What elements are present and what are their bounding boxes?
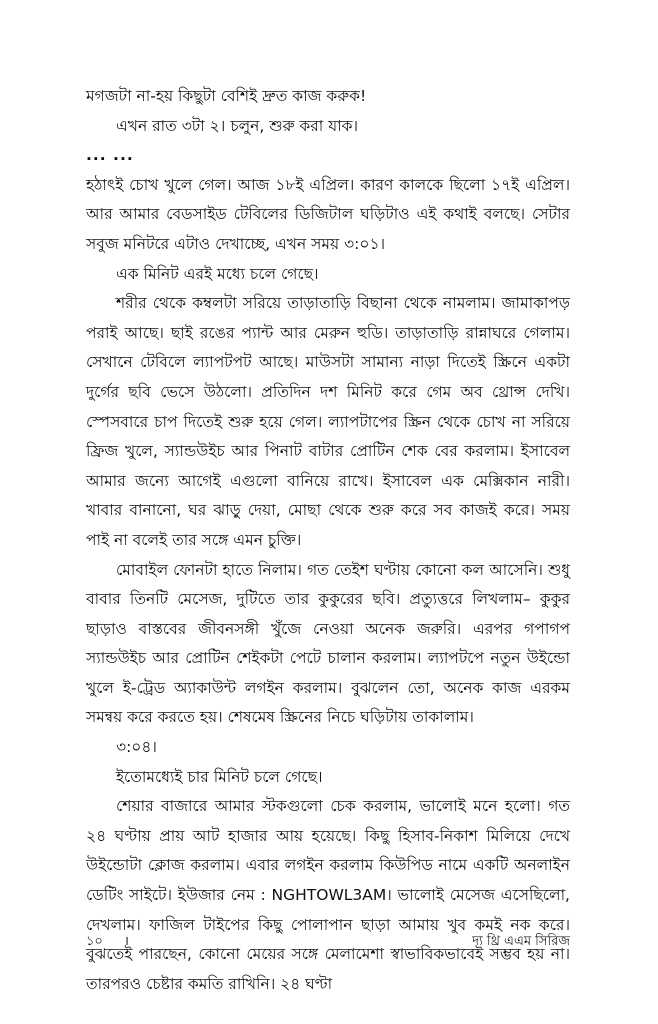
paragraph: শরীর থেকে কম্বলটা সরিয়ে তাড়াতাড়ি বিছানা থেকে নামলাম। জামাকাপড় পরাই আছে। ছাই রঙের প্যান্ট আর মেরুন হুডি। তাড়াতাড়ি রান্নাঘরে গেলাম। সেখানে টেবিলে ল্যাপটপট আছে। মাউসটা সামান্য নাড়া দিতেই স্ক্রিনে একটা দুর্গের ছবি ভেসে উঠলো। প্রতিদিন দশ মিনিট করে গেম অব থ্রোন্স দেখি। স্পেসবারে চাপ দিতেই শুরু হয়ে গেল। ল্যাপটাপের স্ক্রিন থেকে চোখ না সরিয়ে ফ্রিজ খুলে, স্যান্ডউইচ আর পিনাট বাটার প্রোটিন শেক বের করলাম। ইসাবেল আমার জন্যে আগেই এগুলো বানিয়ে রাখে। ইসাবেল এক মেক্সিকান নারী। খাবার বানানো, ঘর ঝাড়ু দেয়া, মোছা থেকে শুরু করে সব কাজই করে। সময় পাই না বলেই তার সঙ্গে এমন চুক্তি।: [86, 294, 570, 549]
paragraph: ইতোমধ্যেই চার মিনিট চলে গেছে।: [116, 767, 323, 786]
page-footer: [86, 930, 570, 954]
paragraph: এখন রাত ৩টা ২। চলুন, শুরু করা যাক।: [116, 116, 359, 135]
section-separator: ... ...: [86, 146, 134, 165]
body-text: [86, 82, 570, 999]
paragraph: এক মিনিট এরই মধ্যে চলে গেছে।: [116, 264, 319, 283]
paragraph: মগজটা না-হয় কিছুটা বেশিই দ্রুত কাজ করুক!: [86, 87, 367, 105]
paragraph: ৩:০৪।: [116, 738, 157, 757]
paragraph: মোবাইল ফোনটা হাতে নিলাম। গত তেইশ ঘণ্টায় কোনো কল আসেনি। শুধু বাবার তিনটি মেসেজ, দুটিতে তার কুকুরের ছবি। প্রত্যুত্তরে লিখলাম– কুকুর ছাড়াও বাস্তবের জীবনসঙ্গী খুঁজে নেওয়া অনেক জরুরি। এরপর গপাগপ স্যান্ডউইচ আর প্রোটিন শেইকটা পেটে চালান করলাম। ল্যাপটপে নতুন উইন্ডো খুলে ই-ট্রেড অ্যাকাউন্ট লগইন করলাম। বুঝলেন তো, অনেক কাজ এরকম সমন্বয় করে করতে হয়। শেষমেষ স্ক্রিনের নিচে ঘড়িটায় তাকালাম।: [86, 560, 570, 727]
paragraph: হঠাৎই চোখ খুলে গেল। আজ ১৮ই এপ্রিল। কারণ কালকে ছিলো ১৭ই এপ্রিল। আর আমার বেডসাইড টেবিলের ডিজিটাল ঘড়িটাও এই কথাই বলছে। সেটার সবুজ মনিটরে এটাও দেখাচ্ছে, এখন সময় ৩:০১।: [86, 175, 570, 253]
footer-divider: ।: [124, 934, 129, 949]
page-number: ১০: [86, 934, 103, 949]
paragraph: শেয়ার বাজারে আমার স্টকগুলো চেক করলাম, ভালোই মনে হলো। গত ২৪ ঘণ্টায় প্রায় আট হাজার আয় হয়েছে। কিছু হিসাব-নিকাশ মিলিয়ে দেখে উইন্ডোটা ক্লোজ করলাম। এবার লগইন করলাম কিউপিড নামে একটি অনলাইন ডেটিং সাইটে। ইউজার নেম : NGHTOWL3AM। ভালোই মেসেজ এসেছিলো, দেখলাম। ফাজিল টাইপের কিছু পোলাপান ছাড়া আমায় খুব কমই নক করে। বুঝতেই পারছেন, কোনো মেয়ের সঙ্গে মেলামেশা স্বাভাবিকভাবেই সম্ভব হয় না। তারপরও চেষ্টার কমতি রাখিনি। ২৪ ঘণ্টা: [86, 797, 570, 993]
running-title: দ্য থ্রি এএম সিরিজ: [472, 934, 570, 949]
